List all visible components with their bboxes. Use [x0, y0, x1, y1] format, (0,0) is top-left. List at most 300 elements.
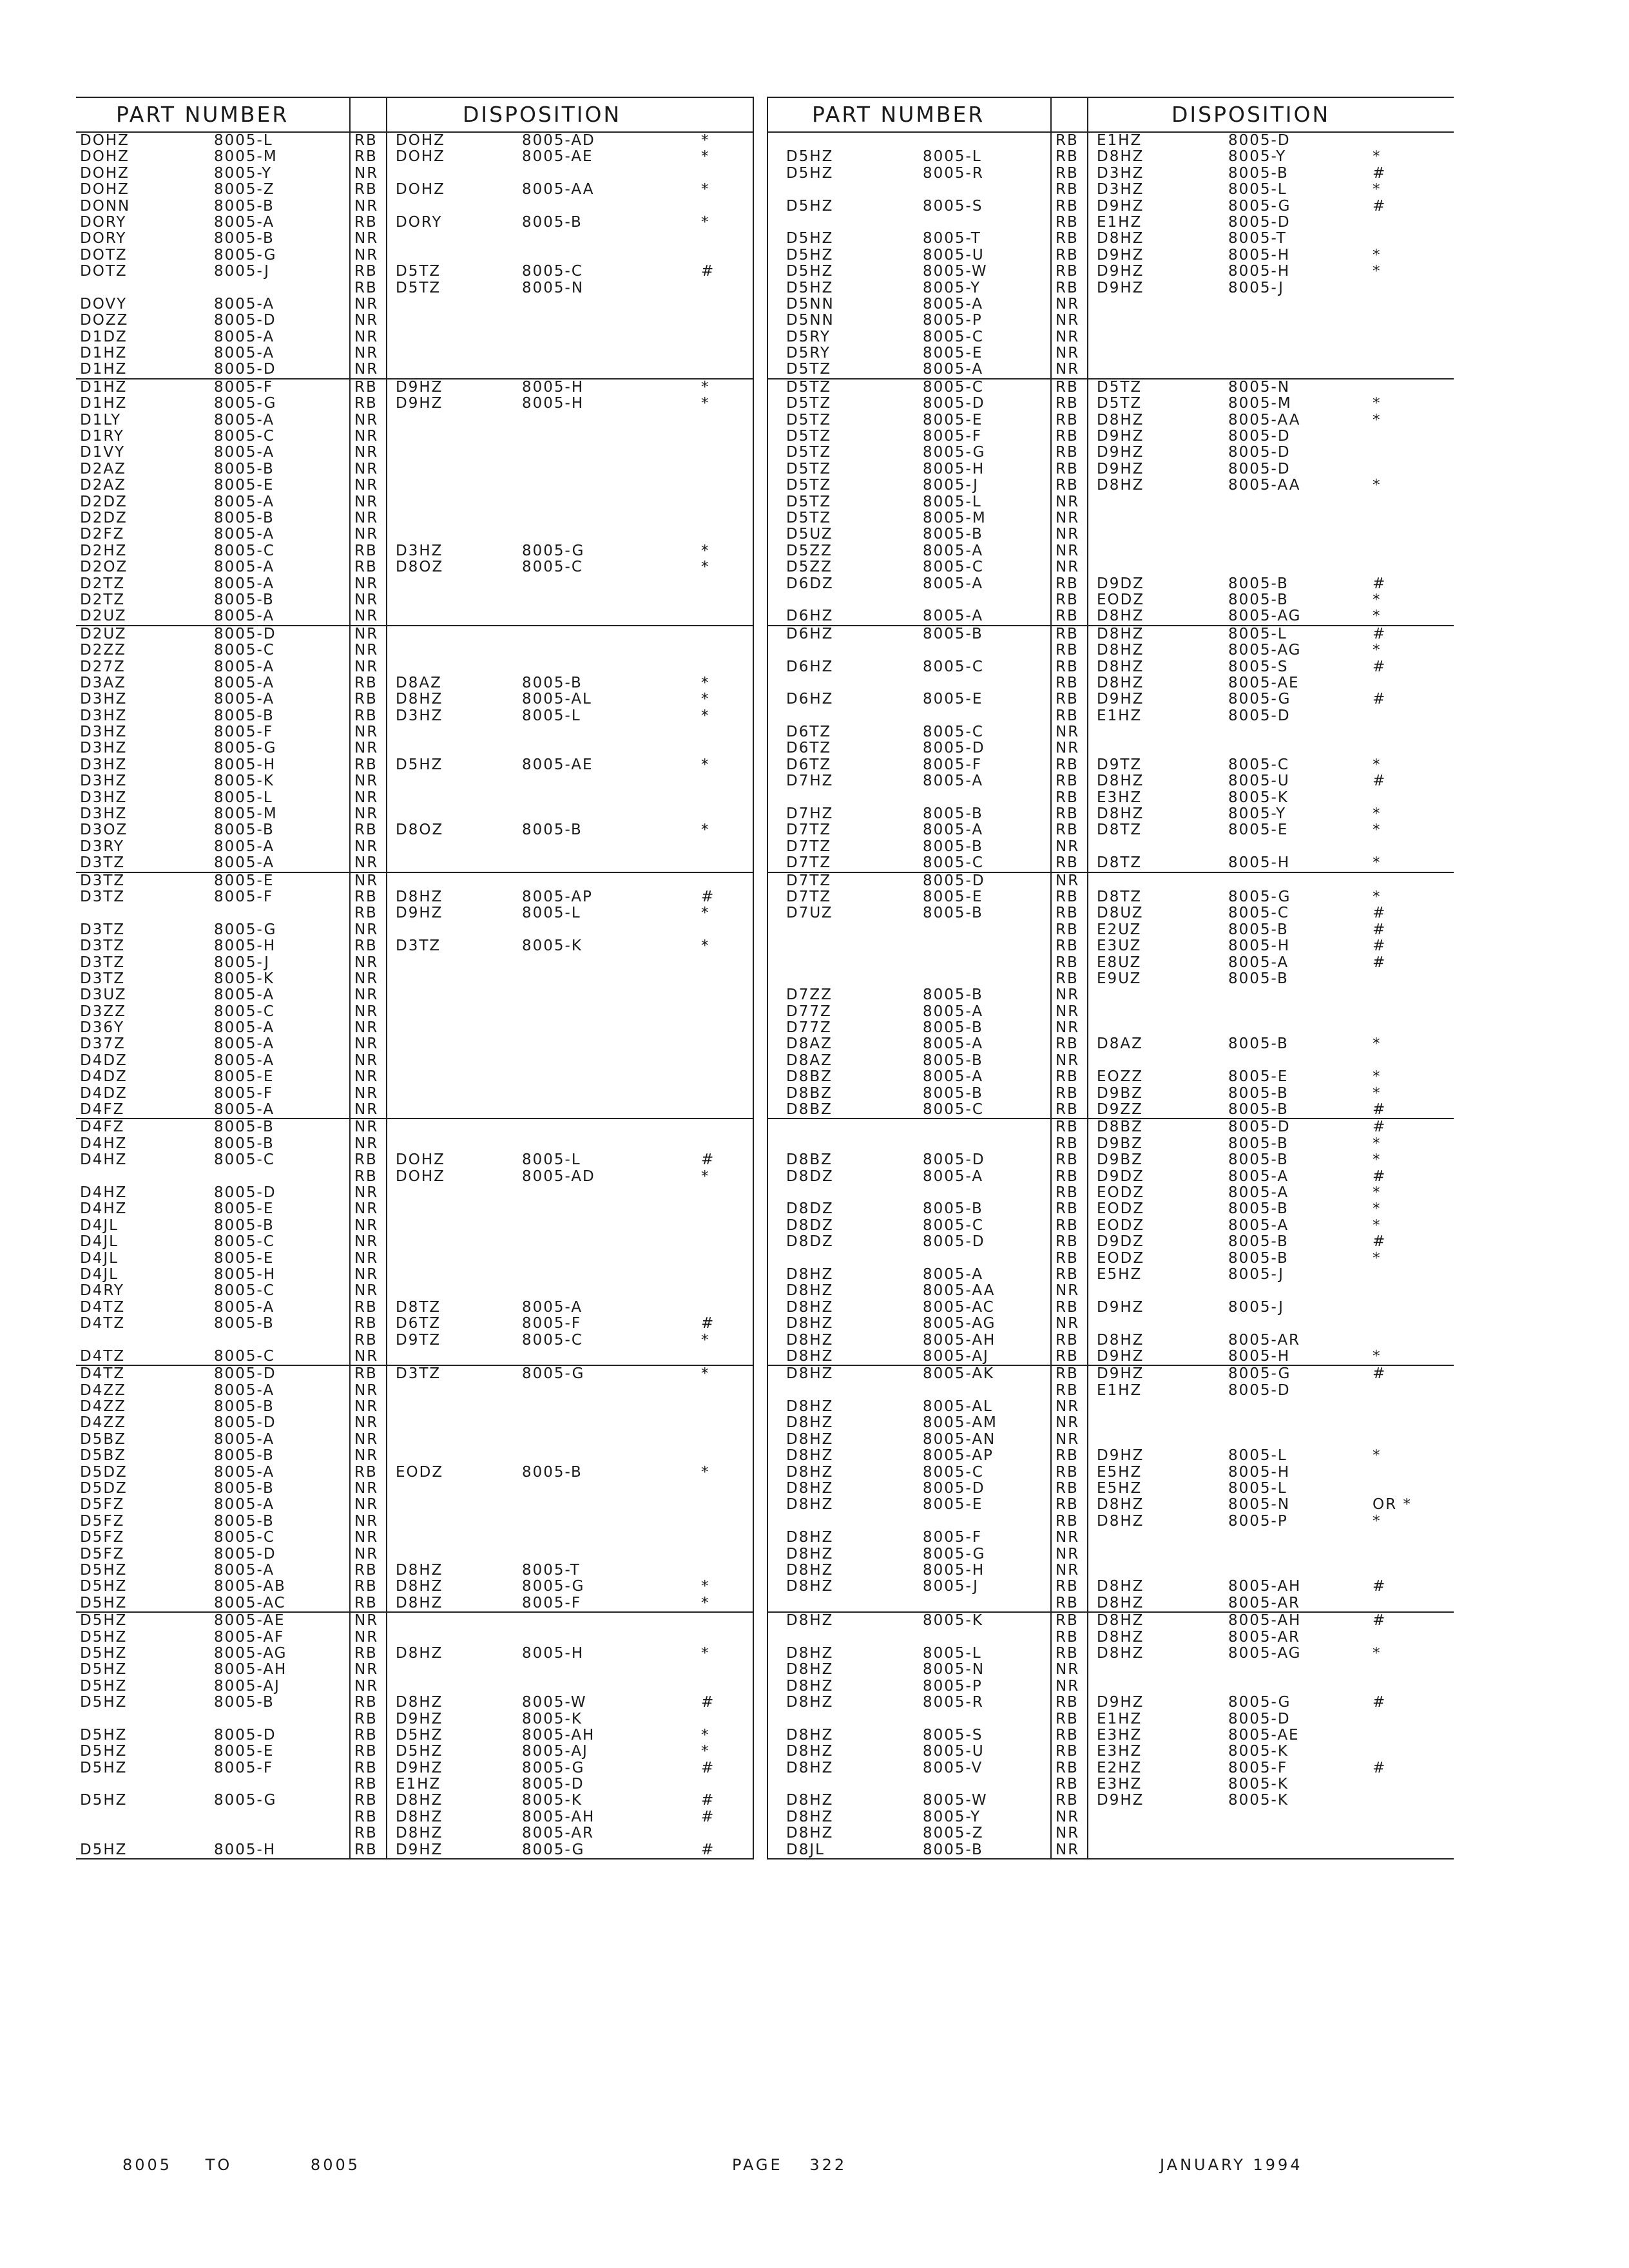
table-row: [767, 1383, 1454, 1399]
disposition-code: RB: [1055, 921, 1079, 938]
new-prefix: D9HZ: [1097, 444, 1144, 461]
table-row: [767, 1136, 1454, 1152]
new-number: 8005-B: [1228, 164, 1289, 182]
part-prefix: DOTZ: [80, 263, 128, 280]
part-number: 8005-E: [214, 1200, 275, 1218]
disposition-code: RB: [1055, 1249, 1079, 1267]
disposition-code: RB: [1055, 642, 1079, 659]
note: #: [701, 263, 715, 280]
table-row: [76, 691, 754, 707]
new-number: 8005-B: [1228, 575, 1289, 592]
table-row: [76, 559, 754, 575]
part-number: 8005-E: [923, 411, 983, 428]
table-row: [76, 1611, 754, 1629]
disposition-code: NR: [354, 1135, 379, 1152]
new-prefix: D8TZ: [1097, 822, 1142, 839]
disposition-code: RB: [1055, 1265, 1079, 1283]
table-row: [767, 1792, 1454, 1809]
footer-date: JANUARY 1994: [1160, 2156, 1303, 2174]
table-row: [76, 987, 754, 1003]
part-number: 8005-F: [923, 1529, 983, 1546]
table-row: [76, 1069, 754, 1085]
part-prefix: DOHZ: [80, 132, 130, 149]
table-row: [767, 971, 1454, 987]
disposition-code: NR: [354, 411, 379, 428]
part-prefix: D8HZ: [786, 1694, 834, 1711]
table-row: [767, 691, 1454, 707]
new-number: 8005-AR: [522, 1825, 595, 1842]
table-row: [76, 708, 754, 724]
part-prefix: D8HZ: [786, 1743, 834, 1760]
table-row: [767, 1825, 1454, 1841]
new-prefix: D6TZ: [396, 1315, 441, 1332]
part-number: 8005-C: [923, 1463, 984, 1481]
table-row: [76, 1365, 754, 1382]
disposition-code: RB: [1055, 575, 1079, 592]
disposition-code: RB: [1055, 1759, 1079, 1776]
new-number: 8005-W: [522, 1694, 587, 1711]
note: *: [1373, 263, 1382, 280]
disposition-code: RB: [1055, 658, 1079, 675]
table-row: [76, 1218, 754, 1234]
table-row: [767, 1842, 1454, 1858]
part-number: 8005-AA: [923, 1282, 996, 1300]
left-rows: [76, 133, 754, 1858]
disposition-code: RB: [354, 905, 378, 922]
part-prefix: D4ZZ: [80, 1414, 126, 1432]
part-number: 8005-G: [214, 246, 277, 264]
disposition-code: NR: [1055, 724, 1080, 741]
part-prefix: D8DZ: [786, 1216, 834, 1234]
disposition-code: NR: [354, 477, 379, 494]
new-number: 8005-D: [1228, 213, 1291, 231]
new-prefix: D9HZ: [1097, 1298, 1144, 1316]
part-prefix: D1RY: [80, 428, 124, 445]
new-number: 8005-AA: [1228, 411, 1301, 428]
new-number: 8005-N: [1228, 378, 1291, 396]
table-row: [767, 1300, 1454, 1316]
disposition-code: RB: [1055, 460, 1079, 477]
disposition-code: NR: [1055, 1052, 1080, 1069]
note: #: [1373, 1168, 1387, 1185]
disposition-code: NR: [354, 608, 379, 625]
part-number: 8005-W: [923, 1792, 988, 1809]
part-prefix: D4DZ: [80, 1068, 128, 1086]
part-prefix: D6DZ: [786, 575, 834, 592]
part-number: 8005-A: [923, 361, 984, 378]
disposition-code: NR: [354, 230, 379, 247]
part-number: 8005-D: [923, 872, 985, 889]
table-row: [767, 1744, 1454, 1760]
table-row: [767, 1415, 1454, 1431]
table-row: [767, 608, 1454, 624]
new-prefix: D8HZ: [1097, 1594, 1144, 1611]
new-prefix: D8TZ: [1097, 888, 1142, 905]
part-prefix: D6TZ: [786, 740, 832, 757]
new-prefix: D8OZ: [396, 822, 444, 839]
new-number: 8005-J: [1228, 1298, 1284, 1316]
disposition-code: NR: [1055, 740, 1080, 757]
part-prefix: D8DZ: [786, 1233, 834, 1251]
part-prefix: D7HZ: [786, 805, 834, 823]
table-row: [767, 231, 1454, 247]
new-prefix: D5TZ: [396, 263, 441, 280]
part-number: 8005-D: [214, 312, 276, 329]
new-number: 8005-L: [1228, 181, 1287, 198]
part-number: 8005-A: [214, 411, 275, 428]
table-row: [76, 1201, 754, 1217]
note: #: [1373, 1578, 1387, 1595]
part-prefix: D2UZ: [80, 608, 127, 625]
part-number: 8005-C: [214, 642, 275, 659]
part-prefix: D2AZ: [80, 460, 126, 477]
table-row: [76, 1776, 754, 1792]
new-prefix: DOHZ: [396, 181, 445, 198]
table-row: [76, 1842, 754, 1858]
disposition-code: RB: [1055, 428, 1079, 445]
table-row: [767, 1465, 1454, 1481]
new-prefix: D3HZ: [1097, 164, 1144, 182]
part-prefix: D8HZ: [786, 1347, 834, 1365]
part-number: 8005-Z: [214, 181, 275, 198]
part-prefix: D8HZ: [786, 1825, 834, 1842]
part-prefix: D8HZ: [786, 1529, 834, 1546]
table-row: [767, 1776, 1454, 1792]
table-row: [767, 1185, 1454, 1201]
part-prefix: D77Z: [786, 1019, 832, 1037]
part-number: 8005-A: [923, 1035, 984, 1053]
new-number: 8005-C: [522, 263, 583, 280]
part-prefix: D5HZ: [80, 1628, 128, 1646]
part-number: 8005-B: [923, 1084, 983, 1102]
new-prefix: E3HZ: [1097, 789, 1142, 806]
part-number: 8005-A: [214, 575, 275, 592]
part-number: 8005-H: [214, 1841, 276, 1858]
table-row: [76, 938, 754, 954]
note: *: [701, 542, 710, 559]
new-number: 8005-D: [1228, 1381, 1291, 1399]
new-number: 8005-AA: [1228, 477, 1301, 494]
part-prefix: D4ZZ: [80, 1398, 126, 1416]
disposition-code: RB: [1055, 1151, 1079, 1169]
part-prefix: D2DZ: [80, 493, 128, 510]
part-number: 8005-H: [923, 1561, 985, 1579]
new-prefix: D9HZ: [1097, 263, 1144, 280]
table-row: [767, 592, 1454, 608]
new-number: 8005-J: [1228, 1265, 1284, 1283]
disposition-code: NR: [354, 1512, 379, 1530]
disposition-code: RB: [1055, 279, 1079, 296]
table-row: [76, 889, 754, 905]
new-prefix: D9HZ: [1097, 460, 1144, 477]
disposition-code: NR: [354, 1529, 379, 1546]
new-prefix: D5HZ: [396, 756, 443, 773]
disposition-code: RB: [354, 1743, 378, 1760]
disposition-code: RB: [1055, 1331, 1079, 1349]
table-row: [767, 1020, 1454, 1036]
part-prefix: D3UZ: [80, 986, 127, 1004]
table-row: [76, 1629, 754, 1646]
part-number: 8005-C: [923, 559, 984, 576]
part-number: 8005-B: [214, 1480, 275, 1497]
page-label: PAGE: [732, 2156, 783, 2174]
part-prefix: D4TZ: [80, 1347, 126, 1365]
part-number: 8005-E: [214, 1743, 275, 1760]
table-row: [76, 642, 754, 658]
table-row: [76, 1036, 754, 1052]
part-prefix: D8HZ: [786, 1414, 834, 1432]
part-number: 8005-E: [214, 1249, 275, 1267]
part-prefix: DOVY: [80, 295, 128, 312]
new-prefix: E3UZ: [1097, 937, 1142, 955]
part-prefix: D1HZ: [80, 395, 128, 412]
part-prefix: D2TZ: [80, 591, 126, 608]
disposition-code: NR: [354, 1430, 379, 1448]
part-number: 8005-M: [214, 148, 278, 166]
part-number: 8005-B: [923, 905, 983, 922]
disposition-code: NR: [1055, 295, 1080, 312]
disposition-code: RB: [1055, 213, 1079, 231]
part-number: 8005-L: [923, 493, 982, 510]
part-number: 8005-G: [214, 395, 277, 412]
table-row: [76, 329, 754, 345]
table-row: [76, 1448, 754, 1464]
part-number: 8005-B: [923, 1200, 983, 1218]
new-number: 8005-A: [1228, 1184, 1289, 1201]
disposition-code: NR: [1055, 509, 1080, 526]
new-number: 8005-D: [1228, 707, 1291, 724]
table-row: [767, 740, 1454, 756]
part-prefix: D5NN: [786, 312, 834, 329]
new-prefix: D9TZ: [1097, 756, 1142, 773]
part-prefix: D5HZ: [80, 1561, 128, 1579]
note: *: [1373, 395, 1382, 412]
disposition-code: NR: [1055, 1825, 1080, 1842]
part-prefix: D5RY: [786, 328, 831, 345]
part-prefix: D5FZ: [80, 1512, 125, 1530]
table-row: [76, 1825, 754, 1841]
part-number: 8005-AH: [214, 1661, 287, 1678]
new-number: 8005-B: [522, 674, 583, 691]
part-prefix: D8DZ: [786, 1200, 834, 1218]
table-row: [767, 1711, 1454, 1727]
part-number: 8005-G: [214, 921, 277, 938]
new-number: 8005-G: [522, 542, 585, 559]
part-number: 8005-B: [923, 986, 983, 1004]
disposition-code: NR: [354, 1216, 379, 1234]
disposition-code: NR: [354, 1414, 379, 1432]
disposition-code: NR: [1055, 1545, 1080, 1562]
table-row: [76, 312, 754, 329]
table-row: [767, 905, 1454, 921]
table-row: [76, 1020, 754, 1036]
part-number: 8005-AH: [923, 1331, 996, 1349]
new-prefix: E3HZ: [1097, 1726, 1142, 1744]
new-number: 8005-F: [1228, 1759, 1288, 1776]
part-prefix: D5UZ: [786, 526, 833, 543]
disposition-code: NR: [354, 428, 379, 445]
part-prefix: D4FZ: [80, 1119, 125, 1136]
new-number: 8005-AP: [522, 888, 593, 905]
note: *: [701, 1578, 710, 1595]
part-number: 8005-AK: [923, 1365, 995, 1383]
part-number: 8005-C: [923, 328, 984, 345]
disposition-code: NR: [1055, 1315, 1080, 1332]
disposition-code: NR: [354, 1101, 379, 1119]
table-row: [767, 477, 1454, 494]
table-row: [767, 296, 1454, 312]
disposition-code: NR: [354, 1347, 379, 1365]
disposition-code: NR: [354, 1084, 379, 1102]
new-prefix: EODZ: [1097, 1216, 1145, 1234]
part-prefix: D4JL: [80, 1233, 119, 1251]
left-header: [76, 98, 754, 133]
right-rows: [767, 133, 1454, 1858]
disposition-code: RB: [1055, 197, 1079, 215]
disposition-code: NR: [1055, 1661, 1080, 1678]
table-row: [76, 922, 754, 938]
new-prefix: D9HZ: [1097, 197, 1144, 215]
new-prefix: EOZZ: [1097, 1068, 1144, 1086]
new-number: 8005-L: [522, 1151, 581, 1169]
new-number: 8005-G: [1228, 197, 1291, 215]
disposition-code: RB: [1055, 1168, 1079, 1185]
part-prefix: D8HZ: [786, 1792, 834, 1809]
new-number: 8005-A: [1228, 1216, 1289, 1234]
right-panel: [767, 97, 1454, 1860]
disposition-code: NR: [354, 526, 379, 543]
new-prefix: D9HZ: [396, 1759, 443, 1776]
new-prefix: D9TZ: [396, 1331, 441, 1349]
table-row: [767, 559, 1454, 575]
part-number: 8005-B: [923, 1019, 983, 1037]
new-number: 8005-AH: [522, 1726, 595, 1744]
part-number: 8005-B: [923, 838, 983, 855]
part-number: 8005-F: [214, 888, 274, 905]
part-number: 8005-A: [923, 773, 984, 790]
new-prefix: DOHZ: [396, 132, 445, 149]
disposition-code: RB: [1055, 1347, 1079, 1365]
new-prefix: D3TZ: [396, 1365, 441, 1383]
disposition-code: RB: [1055, 181, 1079, 198]
disposition-code: RB: [354, 888, 378, 905]
note: #: [701, 888, 715, 905]
note: *: [701, 1594, 710, 1611]
disposition-code: RB: [354, 395, 378, 412]
new-prefix: D8HZ: [1097, 625, 1144, 642]
note: *: [701, 707, 710, 724]
new-prefix: EODZ: [396, 1463, 444, 1481]
table-row: [767, 1530, 1454, 1546]
disposition-code: RB: [354, 822, 378, 839]
part-prefix: D4JL: [80, 1265, 119, 1283]
part-number: 8005-L: [214, 132, 273, 149]
disposition-code: RB: [354, 707, 378, 724]
part-number: 8005-G: [923, 1545, 986, 1562]
part-prefix: D3HZ: [80, 789, 128, 806]
part-number: 8005-AJ: [214, 1677, 280, 1695]
part-number: 8005-G: [923, 444, 986, 461]
new-prefix: D9HZ: [1097, 1347, 1144, 1365]
disposition-code: RB: [1055, 148, 1079, 166]
part-prefix: D77Z: [786, 1003, 832, 1020]
new-prefix: E2HZ: [1097, 1759, 1142, 1776]
table-row: [76, 396, 754, 412]
disposition-code: RB: [354, 1463, 378, 1481]
note: *: [701, 148, 710, 166]
part-number: 8005-C: [923, 854, 984, 872]
part-prefix: D3TZ: [80, 937, 126, 955]
table-row: [76, 461, 754, 477]
disposition-code: NR: [354, 773, 379, 790]
table-row: [76, 740, 754, 756]
new-prefix: E2UZ: [1097, 921, 1142, 938]
new-number: 8005-H: [522, 1644, 584, 1662]
table-row: [76, 855, 754, 871]
part-prefix: D5HZ: [80, 1743, 128, 1760]
part-prefix: D4TZ: [80, 1298, 126, 1316]
new-number: 8005-H: [1228, 937, 1291, 955]
new-number: 8005-B: [1228, 1084, 1289, 1102]
disposition-code: RB: [354, 1759, 378, 1776]
part-number: 8005-H: [214, 756, 276, 773]
disposition-code: RB: [1055, 1200, 1079, 1218]
note: *: [701, 1331, 710, 1349]
note: *: [701, 905, 710, 922]
part-prefix: D5HZ: [80, 1677, 128, 1695]
part-number: 8005-D: [923, 1233, 985, 1251]
part-number: 8005-P: [923, 312, 983, 329]
part-prefix: D4RY: [80, 1282, 124, 1300]
disposition-code: NR: [354, 921, 379, 938]
right-header: [767, 98, 1454, 133]
part-number: 8005-B: [923, 625, 983, 642]
part-number: 8005-A: [214, 674, 275, 691]
part-number: 8005-D: [214, 1414, 276, 1432]
new-number: 8005-AH: [1228, 1578, 1302, 1595]
part-number: 8005-U: [923, 246, 985, 264]
table-row: [76, 1185, 754, 1201]
table-row: [767, 264, 1454, 280]
part-prefix: D4FZ: [80, 1101, 125, 1119]
part-prefix: D4TZ: [80, 1315, 126, 1332]
part-prefix: DOHZ: [80, 148, 130, 166]
new-number: 8005-N: [1228, 1496, 1291, 1514]
table-row: [767, 396, 1454, 412]
new-number: 8005-L: [1228, 1447, 1287, 1465]
part-prefix: DOHZ: [80, 181, 130, 198]
new-prefix: D9BZ: [1097, 1084, 1143, 1102]
part-prefix: D5TZ: [786, 460, 832, 477]
table-row: [76, 477, 754, 494]
table-row: [76, 1152, 754, 1168]
disposition-code: NR: [1055, 1430, 1080, 1448]
part-prefix: D8HZ: [786, 1496, 834, 1514]
new-prefix: D8HZ: [396, 1578, 443, 1595]
part-prefix: D6HZ: [786, 658, 834, 675]
new-number: 8005-AR: [1228, 1628, 1301, 1646]
part-prefix: D1LY: [80, 411, 122, 428]
part-number: 8005-C: [923, 1101, 984, 1119]
part-number: 8005-A: [214, 526, 275, 543]
table-row: [767, 757, 1454, 773]
part-number: 8005-F: [923, 756, 983, 773]
disposition-code: RB: [1055, 1512, 1079, 1530]
table-row: [767, 1102, 1454, 1118]
part-prefix: D8HZ: [786, 1282, 834, 1300]
part-number: 8005-A: [214, 1381, 275, 1399]
note: #: [1373, 905, 1387, 922]
